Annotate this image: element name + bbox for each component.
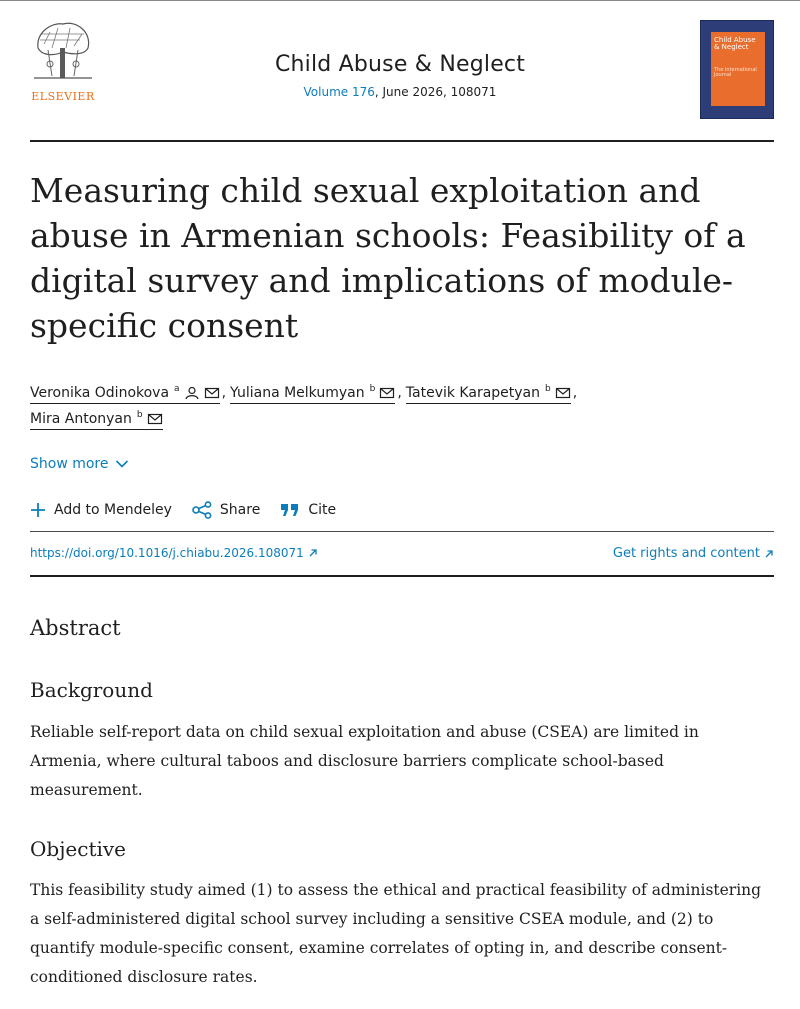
elsevier-logo-link[interactable]	[30, 18, 96, 110]
envelope-icon	[379, 386, 395, 400]
journal-title-link[interactable]: Child Abuse & Neglect	[274, 52, 526, 77]
share-icon	[192, 501, 212, 519]
plus-icon	[30, 502, 46, 518]
author-name: Veronika Odinokova	[30, 385, 170, 401]
envelope-icon	[204, 386, 220, 400]
affiliation-marker: b	[545, 384, 551, 394]
author-separator: ,	[572, 385, 578, 401]
publisher-name: ELSEVIER	[31, 90, 95, 103]
links-divider	[30, 575, 774, 577]
article-title: Measuring child sexual exploitation and abuse in Armenian schools: Feasibility of a digital survey and implications of module-specific consent	[30, 171, 746, 345]
objective-heading: Objective	[30, 837, 127, 861]
tree-logo-icon	[30, 18, 96, 84]
author-link[interactable]	[30, 410, 163, 430]
background-paragraph: Reliable self-report data on child sexual exploitation and abuse (CSEA) are limited in Armenia, where cultural taboos and disclosure barriers complicate school-based measurement.	[30, 723, 699, 799]
author-row	[30, 406, 774, 432]
affiliation-marker: b	[136, 410, 143, 420]
background-heading: Background	[30, 678, 153, 702]
show-more-button[interactable]	[30, 456, 129, 472]
affiliation-marker: b	[369, 384, 376, 394]
abstract-heading: Abstract	[30, 616, 121, 640]
journal-issue-info	[130, 85, 670, 99]
doi-link[interactable]	[30, 546, 318, 560]
arrow-up-right-icon	[308, 548, 318, 558]
author-name: Yuliana Melkumyan	[230, 385, 365, 401]
arrow-up-right-icon	[764, 549, 774, 559]
add-to-mendeley-button[interactable]	[30, 502, 172, 518]
envelope-icon	[555, 386, 571, 400]
journal-info	[130, 52, 670, 99]
toolbar-divider	[30, 531, 774, 532]
issue-details: , June 2026, 108071	[374, 85, 497, 99]
share-label: Share	[219, 502, 261, 518]
affiliation-marker: a	[174, 384, 180, 394]
author-name: Tatevik Karapetyan	[405, 385, 541, 401]
author-list	[30, 380, 774, 432]
author-name: Mira Antonyan	[30, 411, 132, 427]
rights-text: Get rights and content	[612, 546, 760, 561]
person-icon	[184, 386, 200, 400]
journal-cover-image[interactable]	[700, 20, 774, 119]
cover-subtitle: The International Journal	[714, 67, 757, 78]
author-row	[30, 380, 774, 406]
journal-header	[30, 10, 774, 130]
doi-text: https://doi.org/10.1016/j.chiabu.2026.108071	[30, 546, 304, 560]
author-link[interactable]	[230, 384, 395, 404]
quote-icon	[280, 502, 300, 518]
author-link[interactable]	[406, 384, 571, 404]
cover-title: Child Abuse & Neglect	[714, 36, 756, 51]
volume-link[interactable]: Volume 176	[303, 85, 375, 99]
top-border	[0, 0, 800, 1]
cite-label: Cite	[308, 502, 337, 518]
get-rights-link[interactable]	[613, 546, 774, 561]
envelope-icon	[147, 412, 163, 426]
author-separator: ,	[397, 385, 402, 401]
mendeley-label: Add to Mendeley	[54, 502, 172, 518]
objective-paragraph: This feasibility study aimed (1) to assess the ethical and practical feasibility of administering a self-administered digital school survey including a sensitive CSEA module, and (2) to quantify module-specific consent, examine correlates of opting in, and describe consent-conditioned disclosure rates.	[30, 881, 762, 986]
article-toolbar	[30, 498, 336, 522]
author-link[interactable]	[30, 384, 220, 404]
show-more-label: Show more	[30, 456, 109, 472]
cover-panel	[711, 32, 765, 106]
cite-button[interactable]	[280, 502, 336, 518]
author-separator: ,	[221, 385, 227, 401]
chevron-down-icon	[115, 459, 129, 469]
share-button[interactable]	[192, 501, 260, 519]
header-divider	[30, 140, 774, 142]
